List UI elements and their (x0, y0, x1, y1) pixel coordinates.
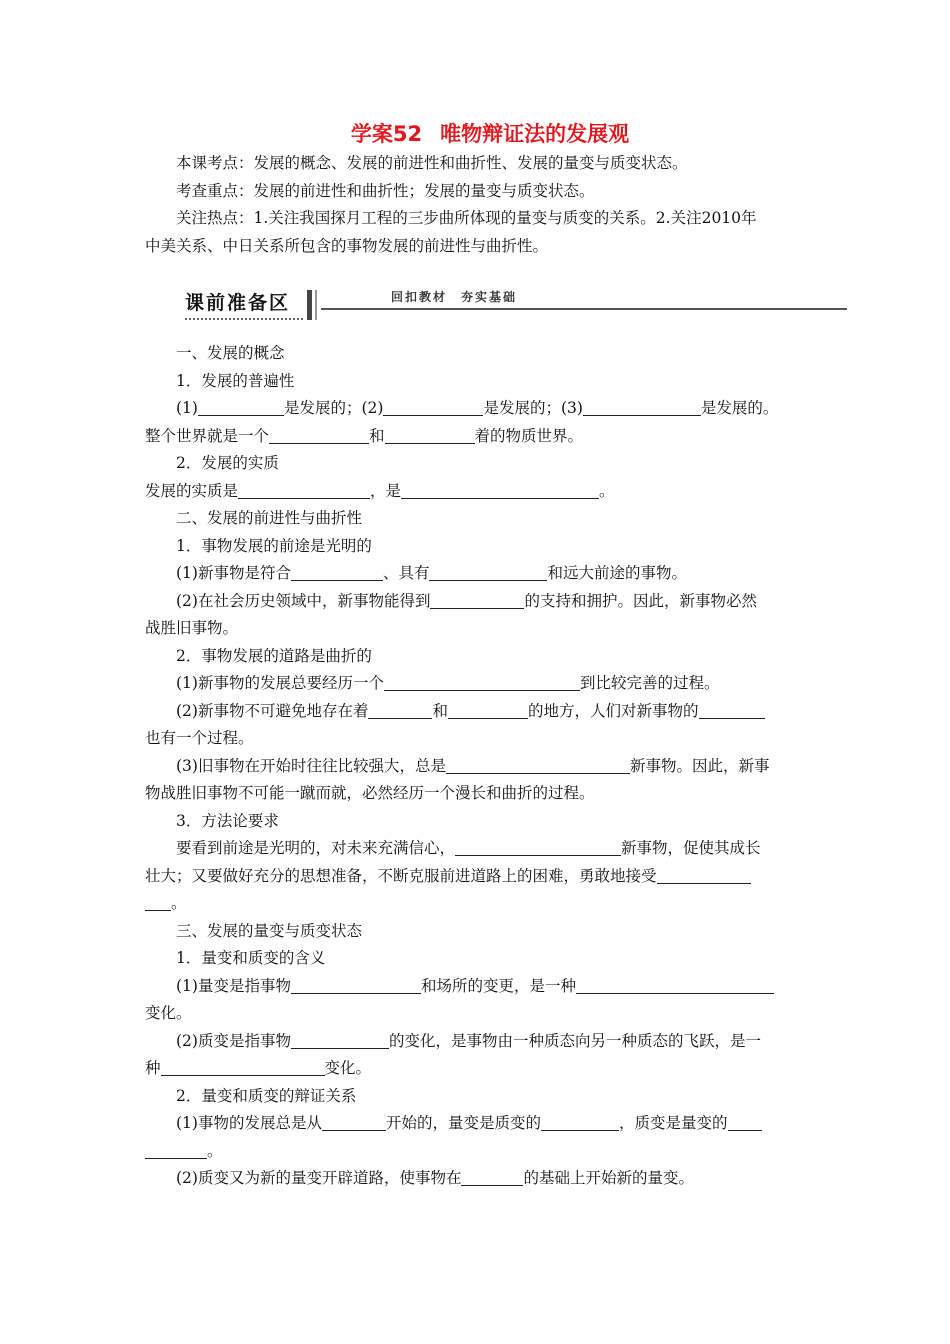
blank[interactable] (430, 590, 524, 609)
blank[interactable] (455, 837, 621, 856)
blank[interactable] (145, 892, 171, 911)
blank[interactable] (161, 1057, 325, 1076)
subheading-2-3: 3．方法论要求 (176, 811, 279, 830)
intro-line-3: 关注热点：1.关注我国探月工程的三步曲所体现的量变与质变的关系。2.关注2010年 (176, 209, 757, 227)
text-line: 也有一个过程。 (145, 729, 254, 747)
text-line: (2)质变是指事物 的变化，是事物由一种质态向另一种质态的飞跃，是一 (176, 1031, 761, 1050)
subheading-3-2: 2．量变和质变的辩证关系 (176, 1086, 357, 1105)
title-number: 学案52 (350, 122, 423, 146)
text-line: 发展的实质是 ，是 。 (145, 481, 615, 500)
text-line: (1)量变是指事物 和场所的变更，是一种 (145, 973, 815, 1001)
blank[interactable] (368, 700, 432, 719)
banner-dots (185, 318, 303, 320)
banner-bar (307, 290, 312, 320)
blank[interactable] (322, 1112, 386, 1131)
blank[interactable] (446, 755, 630, 774)
subheading-1-2: 2．发展的实质 (176, 454, 279, 472)
heading-2: 二、发展的前进性与曲折性 (176, 509, 363, 527)
intro-line-4: 中美关系、中日关系所包含的事物发展的前进性与曲折性。 (145, 236, 549, 255)
banner-subtitle: 回扣教材 夯实基础 (391, 290, 518, 304)
blank[interactable] (145, 1140, 207, 1159)
blank[interactable] (448, 700, 528, 719)
blank[interactable] (384, 672, 580, 691)
heading-1: 一、发展的概念 (176, 344, 285, 362)
title-text: 唯物辩证法的发展观 (440, 122, 630, 146)
text-line: (1)新事物是符合 、具有 和远大前途的事物。 (176, 564, 687, 582)
blank[interactable] (198, 397, 284, 416)
text-line: 。 (145, 1138, 815, 1166)
blank[interactable] (383, 397, 483, 416)
page-title (165, 118, 815, 150)
blank[interactable] (291, 562, 383, 581)
text-line: (2)新事物不可避免地存在着 和 的地方，人们对新事物的 (145, 698, 815, 726)
blank[interactable] (541, 1112, 619, 1131)
banner-bar-thin (315, 290, 317, 320)
text-line: (1)新事物的发展总要经历一个 到比较完善的过程。 (176, 674, 720, 692)
text-line: 变化。 (145, 1004, 192, 1022)
subheading-2-2: 2．事物发展的道路是曲折的 (176, 646, 372, 665)
blank[interactable] (583, 397, 701, 416)
banner-tag: 课前准备区 (185, 292, 291, 314)
text-line: 战胜旧事物。 (145, 619, 239, 637)
text-line: 要看到前途是光明的，对未来充满信心， 新事物，促使其成长 (176, 839, 761, 857)
blank[interactable] (728, 1112, 762, 1131)
text-line: (2)质变又为新的量变开辟道路，使事物在 的基础上开始新的量变。 (176, 1169, 694, 1187)
blank[interactable] (576, 975, 774, 994)
subheading-3-1: 1．量变和质变的含义 (176, 949, 326, 967)
blank[interactable] (401, 480, 599, 499)
text-line: 整个世界就是一个 和 着的物质世界。 (145, 426, 584, 445)
intro-line-2: 考查重点：发展的前进性和曲折性；发展的量变与质变状态。 (176, 181, 595, 200)
blank[interactable] (461, 1167, 523, 1186)
subheading-2-1: 1．事物发展的前途是光明的 (176, 536, 372, 555)
text-line: (1) 是发展的；(2) 是发展的；(3) 是发展的。 (176, 399, 779, 417)
blank[interactable] (657, 865, 751, 884)
blank[interactable] (291, 1030, 389, 1049)
text-line: (1)事物的发展总是从 开始的，量变是质变的 ，质变是量变的 (145, 1110, 815, 1138)
blank[interactable] (269, 425, 369, 444)
blank[interactable] (385, 425, 475, 444)
section-banner (179, 288, 847, 322)
text-line: 种 变化。 (145, 1059, 372, 1077)
text-line: (3)旧事物在开始时往往比较强大，总是 新事物。因此，新事 (176, 756, 770, 775)
heading-3: 三、发展的量变与质变状态 (176, 921, 363, 940)
content (145, 340, 815, 1193)
banner-rule (321, 308, 847, 310)
text-line: (2)在社会历史领域中，新事物能得到 的支持和拥护。因此，新事物必然 (176, 591, 757, 610)
blank[interactable] (429, 562, 547, 581)
text-line: 。 (145, 890, 815, 918)
text-line: 壮大；又要做好充分的思想准备，不断克服前进道路上的困难，勇敢地接受 (145, 863, 815, 891)
blank[interactable] (238, 480, 370, 499)
blank[interactable] (291, 975, 421, 994)
subheading-1-1: 1．发展的普遍性 (176, 371, 295, 390)
blank[interactable] (699, 700, 765, 719)
text-line: 物战胜旧事物不可能一蹴而就，必然经历一个漫长和曲折的过程。 (145, 784, 595, 802)
intro-line-1: 本课考点：发展的概念、发展的前进性和曲折性、发展的量变与质变状态。 (176, 154, 688, 172)
